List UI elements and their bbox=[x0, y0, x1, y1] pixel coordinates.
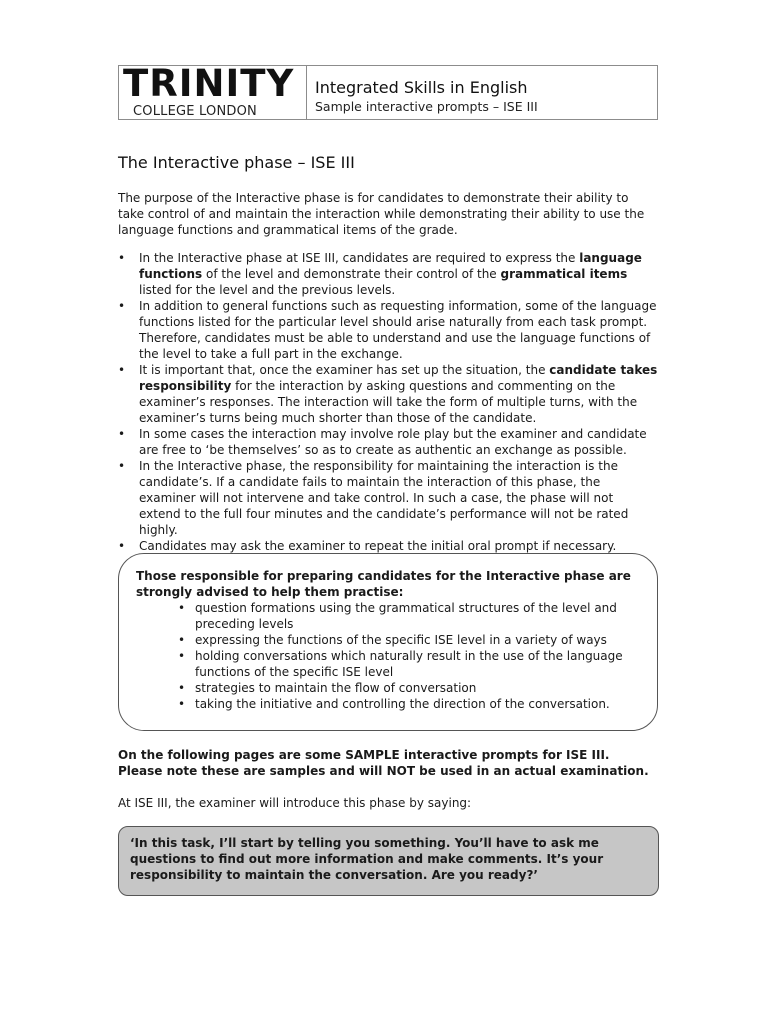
list-item: • strategies to maintain the flow of conversation bbox=[178, 681, 477, 695]
bullet-icon: • bbox=[118, 427, 126, 441]
document-header bbox=[118, 62, 658, 120]
advice-lead: Those responsible for preparing candidates for the Interactive phase are strongly advised to help them practise: bbox=[136, 569, 631, 599]
bullet-icon: • bbox=[178, 633, 186, 647]
section-heading: The Interactive phase – ISE III bbox=[118, 153, 355, 172]
list-item: • In the Interactive phase at ISE III, candidates are required to express the language functions of the level and demonstrate their control of the grammatical items listed for the level and the previous levels. bbox=[118, 251, 642, 297]
bullet-icon: • bbox=[118, 459, 126, 473]
list-item: • In some cases the interaction may involve role play but the examiner and candidate are free to ‘be themselves’ so as to create as authentic an exchange as possible. bbox=[118, 427, 647, 457]
bullet-icon: • bbox=[178, 681, 186, 695]
trinity-logo bbox=[119, 62, 307, 119]
list-item: • In addition to general functions such as requesting information, some of the language functions listed for the particular level should arise naturally from each task prompt. Therefore, candidates must be able to understand and use the language functions of the level to take a full part in the exchange. bbox=[118, 299, 657, 361]
keyword: candidate takes responsibility bbox=[139, 363, 658, 393]
keyword: language functions bbox=[139, 251, 642, 281]
list-item: • Candidates may ask the examiner to repeat the initial oral prompt if necessary. bbox=[118, 539, 617, 553]
examiner-intro-line: At ISE III, the examiner will introduce this phase by saying: bbox=[118, 796, 472, 810]
intro-paragraph: The purpose of the Interactive phase is for candidates to demonstrate their ability to take control of and maintain the interaction while demonstrating their ability to use the language functions and grammatical items of the grade. bbox=[118, 191, 645, 237]
emphasis-word: your bbox=[572, 852, 604, 866]
advice-box bbox=[118, 553, 658, 731]
document-subtitle: Sample interactive prompts – ISE III bbox=[315, 99, 538, 114]
bullet-icon: • bbox=[118, 299, 126, 313]
keyword: grammatical items bbox=[500, 267, 628, 281]
document-title: Integrated Skills in English bbox=[315, 78, 528, 97]
list-item: • In the Interactive phase, the responsibility for maintaining the interaction is the candidate’s. If a candidate fails to maintain the interaction of this phase, the examiner will not intervene and take control. In such a case, the phase will not extend to the full four minutes and the candidate’s performance will not be rated highly. bbox=[118, 459, 629, 537]
bullet-icon: • bbox=[178, 649, 186, 663]
header-title-cell bbox=[307, 66, 538, 119]
list-item: • It is important that, once the examiner has set up the situation, the candidate takes responsibility for the interaction by asking questions and commenting on the examiner’s responses. The interaction will take the form of multiple turns, with the examiner’s turns being much shorter than those of the candidate. bbox=[118, 363, 658, 425]
advice-list bbox=[136, 600, 641, 712]
requirements-list bbox=[118, 250, 658, 554]
examiner-quote-box: ‘In this task, I’ll start by telling you something. You’ll have to ask me questions to find out more information and make comments. It’s your responsibility to maintain the conversation. Are you ready?’ bbox=[118, 826, 659, 896]
logo-wordmark: TRINITY bbox=[123, 62, 295, 105]
sample-note: On the following pages are some SAMPLE interactive prompts for ISE III. Please note these are samples and will NOT be used in an actual examination. bbox=[118, 748, 649, 778]
bullet-icon: • bbox=[178, 697, 186, 711]
list-item: • expressing the functions of the specific ISE level in a variety of ways bbox=[178, 633, 607, 647]
bullet-icon: • bbox=[118, 251, 126, 265]
bullet-icon: • bbox=[178, 601, 186, 615]
bullet-icon: • bbox=[118, 363, 126, 377]
bullet-icon: • bbox=[118, 539, 126, 553]
document-body bbox=[118, 153, 658, 554]
list-item: • taking the initiative and controlling the direction of the conversation. bbox=[178, 697, 610, 711]
list-item: • question formations using the grammatical structures of the level and preceding levels bbox=[178, 601, 617, 631]
logo-subtitle: COLLEGE LONDON bbox=[133, 104, 257, 119]
list-item: • holding conversations which naturally result in the use of the language functions of the specific ISE level bbox=[178, 649, 623, 679]
